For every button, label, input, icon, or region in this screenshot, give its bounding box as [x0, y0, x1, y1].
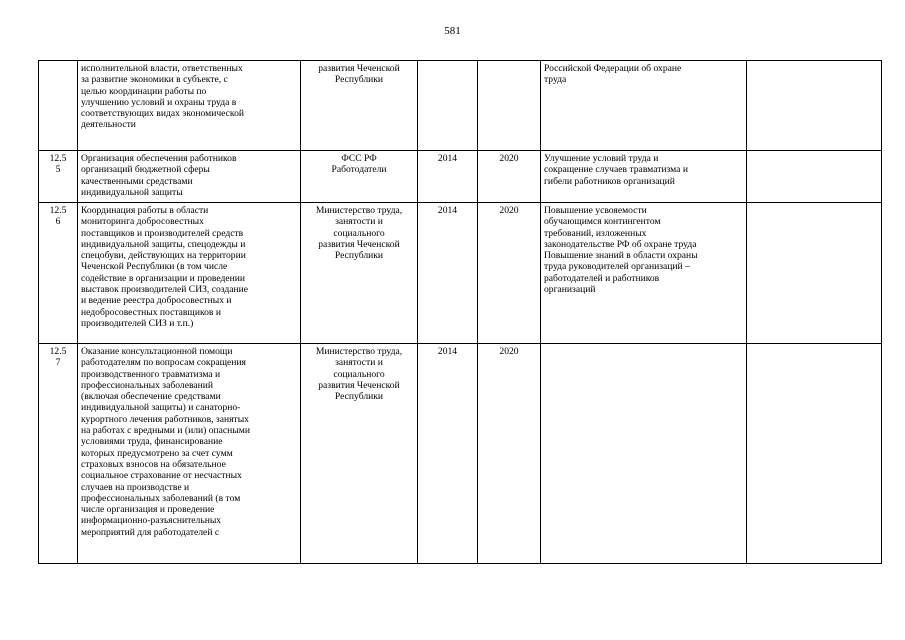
start-year-cell: 2014 — [418, 151, 478, 203]
start-year-cell — [418, 61, 478, 151]
measure-cell: Организация обеспечения работников организаций бюджетной сферы качественными средствами индивидуальной защиты — [78, 151, 301, 203]
measure-cell: Координация работы в области мониторинга добросовестных поставщиков и производителей средств индивидуальной защиты, спецодежды и спецобуви, действующих на территории Чеченской Республики (в том числе содействие в организации и проведении выставок производителей СИЗ, создание и ведение реестра добросовестных и недобросовестных поставщиков и производителей СИЗ и т.п.) — [78, 203, 301, 344]
executor-cell: ФСС РФ Работодатели — [301, 151, 418, 203]
executor-cell: Министерство труда, занятости и социального развития Чеченской Республики — [301, 344, 418, 564]
result-cell: Улучшение условий труда и сокращение случаев травматизма и гибели работников организаций — [541, 151, 747, 203]
table-row — [39, 344, 882, 564]
measure-cell: исполнительной власти, ответственных за развитие экономики в субъекте, с целью координации работы по улучшению условий и охраны труда в соответствующих видах экономической деятельности — [78, 61, 301, 151]
extra-cell — [747, 203, 882, 344]
end-year-cell: 2020 — [478, 203, 541, 344]
executor-cell: развития Чеченской Республики — [301, 61, 418, 151]
end-year-cell: 2020 — [478, 151, 541, 203]
table-row — [39, 203, 882, 344]
extra-cell — [747, 344, 882, 564]
result-cell: Повышение усвояемости обучающимся контингентом требований, изложенных законодательстве РФ об охране труда Повышение знаний в области охраны труда руководителей организаций – работодателей и работников организаций — [541, 203, 747, 344]
item-number-cell: 12.5 6 — [39, 203, 78, 344]
item-number-cell — [39, 61, 78, 151]
extra-cell — [747, 151, 882, 203]
end-year-cell: 2020 — [478, 344, 541, 564]
end-year-cell — [478, 61, 541, 151]
start-year-cell: 2014 — [418, 203, 478, 344]
extra-cell — [747, 61, 882, 151]
item-number-cell: 12.5 5 — [39, 151, 78, 203]
table-row — [39, 151, 882, 203]
result-cell: Российской Федерации об охране труда — [541, 61, 747, 151]
executor-cell: Министерство труда, занятости и социального развития Чеченской Республики — [301, 203, 418, 344]
page-number: 581 — [444, 25, 461, 37]
measures-table — [38, 60, 882, 564]
result-cell — [541, 344, 747, 564]
start-year-cell: 2014 — [418, 344, 478, 564]
table-row — [39, 61, 882, 151]
item-number-cell: 12.5 7 — [39, 344, 78, 564]
measure-cell: Оказание консультационной помощи работодателям по вопросам сокращения производственного травматизма и профессиональных заболеваний (включая обеспечение средствами индивидуальной защиты) и санаторно- курортного лечения работников, занятых на работах с вредными и (или) опасными условиями труда, финансирование которых предусмотрено за счет сумм страховых взносов на обязательное социальное страхование от несчастных случаев на производстве и профессиональных заболеваний (в том числе организация и проведение информационно-разъяснительных мероприятий для работодателей с — [78, 344, 301, 564]
